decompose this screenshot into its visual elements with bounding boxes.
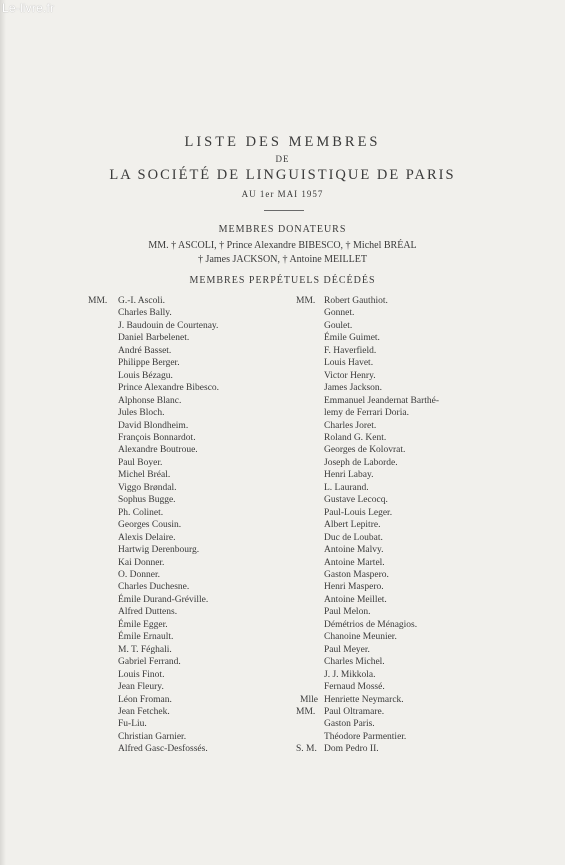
member-entry	[88, 569, 288, 581]
member-name: J. Baudouin de Courtenay.	[118, 320, 219, 331]
member-entry	[296, 295, 516, 307]
member-prefix: Mlle	[300, 694, 318, 705]
member-name: Charles Bally.	[118, 308, 172, 319]
member-name: lemy de Ferrari Doria.	[324, 408, 409, 419]
member-prefix: MM.	[88, 296, 108, 306]
member-entry	[296, 320, 516, 332]
member-name: Alphonse Blanc.	[118, 395, 182, 406]
member-name: Roland G. Kent.	[324, 432, 387, 443]
member-name: Alexandre Boutroue.	[118, 445, 198, 456]
donors-line-2: † James JACKSON, † Antoine MEILLET	[198, 254, 367, 265]
list-date: AU 1er MAI 1957	[241, 189, 324, 199]
member-entry	[88, 494, 288, 506]
member-entry	[296, 606, 516, 618]
member-entry	[88, 444, 288, 456]
member-entry	[296, 382, 516, 394]
list-title: LISTE DES MEMBRES	[184, 134, 381, 150]
title-connector: DE	[275, 154, 290, 164]
member-name: Paul Melon.	[324, 607, 371, 618]
member-entry	[88, 656, 288, 668]
member-name: Fu-Liu.	[118, 719, 147, 730]
member-entry	[88, 519, 288, 531]
member-name: Fernaud Mossé.	[324, 682, 385, 693]
member-name: Louis Finot.	[118, 669, 165, 680]
member-entry	[88, 706, 288, 718]
member-name: Émile Durand-Gréville.	[118, 594, 209, 605]
member-entry	[88, 295, 288, 307]
member-entry	[296, 494, 516, 506]
member-name: Léon Froman.	[118, 694, 172, 705]
member-name: Charles Duchesne.	[118, 582, 190, 593]
member-entry	[296, 345, 516, 357]
member-name: Gonnet.	[324, 308, 355, 319]
member-name: Gaston Maspero.	[324, 569, 389, 580]
member-entry	[296, 681, 516, 693]
member-entry	[296, 519, 516, 531]
member-entry	[88, 332, 288, 344]
member-name: Duc de Loubat.	[324, 532, 383, 543]
member-entry	[296, 444, 516, 456]
society-title: LA SOCIÉTÉ DE LINGUISTIQUE DE PARIS	[109, 167, 456, 183]
member-entry	[88, 432, 288, 444]
member-entry	[296, 332, 516, 344]
member-entry	[88, 382, 288, 394]
member-name: Paul Meyer.	[324, 644, 370, 655]
member-entry	[88, 606, 288, 618]
member-entry	[296, 395, 516, 407]
members-column-right	[296, 295, 516, 756]
member-name: Antoine Malvy.	[324, 545, 384, 556]
member-name: O. Donner.	[118, 569, 160, 580]
member-prefix: S. M.	[296, 744, 317, 755]
member-name: Georges Cousin.	[118, 520, 182, 531]
member-name: François Bonnardot.	[118, 432, 196, 443]
member-entry	[88, 731, 288, 743]
member-prefix: MM.	[296, 296, 316, 306]
member-entry	[88, 557, 288, 569]
member-name: Ph. Colinet.	[118, 507, 164, 518]
member-entry	[296, 469, 516, 481]
member-name: Paul Oltramare.	[324, 706, 385, 717]
member-name: Henriette Neymarck.	[324, 694, 404, 705]
member-entry	[88, 644, 288, 656]
member-entry	[88, 694, 288, 706]
member-entry	[296, 432, 516, 444]
member-entry	[296, 743, 516, 755]
member-entry	[296, 357, 516, 369]
member-name: Gustave Lecocq.	[324, 495, 388, 506]
member-entry	[88, 507, 288, 519]
member-name: Henri Labay.	[324, 470, 374, 481]
member-entry	[296, 731, 516, 743]
member-entry	[296, 420, 516, 432]
member-entry	[296, 669, 516, 681]
member-name: Chanoine Meunier.	[324, 632, 397, 643]
member-entry	[88, 743, 288, 755]
member-name: Christian Garnier.	[118, 731, 187, 742]
watermark-logo: Le-livre.fr	[2, 1, 55, 15]
member-entry	[88, 395, 288, 407]
member-entry	[296, 532, 516, 544]
member-name: Louis Havet.	[324, 358, 374, 369]
member-entry	[296, 631, 516, 643]
member-entry	[88, 619, 288, 631]
member-entry	[88, 307, 288, 319]
member-entry	[88, 345, 288, 357]
member-entry	[296, 656, 516, 668]
member-entry	[296, 569, 516, 581]
member-entry	[296, 718, 516, 730]
member-name: Goulet.	[324, 320, 353, 331]
member-name: Louis Bézagu.	[118, 370, 173, 381]
member-prefix: MM.	[296, 706, 316, 717]
member-entry	[88, 544, 288, 556]
member-entry	[88, 320, 288, 332]
member-name: M. T. Féghali.	[118, 644, 172, 655]
member-name: Kai Donner.	[118, 557, 165, 568]
member-entry	[88, 469, 288, 481]
member-entry	[88, 669, 288, 681]
member-entry	[88, 457, 288, 469]
member-name: Alexis Delaire.	[118, 532, 176, 543]
member-name: F. Haverfield.	[324, 345, 377, 356]
member-name: J. J. Mikkola.	[324, 669, 376, 680]
member-entry	[296, 482, 516, 494]
member-name: Philippe Berger.	[118, 358, 180, 369]
donors-line-1: MM. † ASCOLI, † Prince Alexandre BIBESCO, † Michel BRÉAL	[148, 240, 417, 251]
member-entry	[88, 407, 288, 419]
member-entry	[296, 644, 516, 656]
member-entry	[88, 420, 288, 432]
member-name: Jean Fetchek.	[118, 706, 170, 717]
member-entry	[88, 581, 288, 593]
member-name: L. Laurand.	[324, 482, 369, 493]
member-name: Alfred Duttens.	[118, 607, 178, 618]
member-name: Émile Ernault.	[118, 632, 174, 643]
member-name: Paul-Louis Leger.	[324, 507, 393, 518]
member-name: Victor Henry.	[324, 370, 376, 381]
member-name: James Jackson.	[324, 383, 383, 394]
divider-rule	[264, 210, 304, 211]
member-name: André Basset.	[118, 345, 172, 356]
member-name: Antoine Martel.	[324, 557, 385, 568]
member-entry	[88, 357, 288, 369]
member-entry	[88, 681, 288, 693]
member-name: Sophus Bugge.	[118, 495, 176, 506]
donors-heading: MEMBRES DONATEURS	[218, 224, 347, 235]
member-entry	[296, 507, 516, 519]
member-name: Alfred Gasc-Desfossés.	[118, 744, 208, 755]
member-entry	[296, 706, 516, 718]
member-entry	[88, 594, 288, 606]
member-entry	[296, 557, 516, 569]
member-entry	[296, 370, 516, 382]
member-name: Émile Guimet.	[324, 333, 380, 344]
member-entry	[296, 457, 516, 469]
member-name: Antoine Meillet.	[324, 594, 387, 605]
member-name: Charles Michel.	[324, 657, 385, 668]
member-name: Georges de Kolovrat.	[324, 445, 406, 456]
member-name: Robert Gauthiot.	[324, 296, 388, 306]
member-entry	[296, 544, 516, 556]
member-name: Emmanuel Jeandernat Barthé-	[324, 395, 440, 406]
member-entry	[296, 619, 516, 631]
page-edge-shadow	[0, 0, 6, 865]
member-name: Jules Bloch.	[118, 408, 165, 419]
member-name: David Blondheim.	[118, 420, 189, 431]
member-entry	[296, 594, 516, 606]
member-entry	[88, 370, 288, 382]
member-name: G.-I. Ascoli.	[118, 296, 165, 306]
member-name: Jean Fleury.	[118, 682, 164, 693]
members-column-left	[88, 295, 288, 756]
member-entry	[296, 694, 516, 706]
member-entry	[296, 581, 516, 593]
member-name: Gaston Paris.	[324, 719, 375, 730]
member-name: Viggo Brøndal.	[118, 482, 177, 493]
perpetual-heading: MEMBRES PERPÉTUELS DÉCÉDÉS	[189, 275, 376, 286]
member-name: Henri Maspero.	[324, 582, 384, 593]
member-entry	[296, 307, 516, 319]
member-name: Émile Egger.	[118, 619, 168, 630]
member-name: Joseph de Laborde.	[324, 457, 398, 468]
member-name: Gabriel Ferrand.	[118, 657, 181, 668]
member-entry	[88, 482, 288, 494]
member-name: Albert Lepitre.	[324, 520, 381, 531]
member-entry	[88, 718, 288, 730]
member-name: Théodore Parmentier.	[324, 731, 407, 742]
member-name: Dom Pedro II.	[324, 744, 379, 755]
member-name: Prince Alexandre Bibesco.	[118, 383, 220, 394]
member-name: Charles Joret.	[324, 420, 377, 431]
member-name: Paul Boyer.	[118, 457, 163, 468]
member-entry	[88, 532, 288, 544]
member-name: Hartwig Derenbourg.	[118, 545, 200, 556]
member-name: Démétrios de Ménagios.	[324, 619, 418, 630]
member-name: Daniel Barbelenet.	[118, 333, 190, 344]
member-name: Michel Bréal.	[118, 470, 171, 481]
member-entry	[88, 631, 288, 643]
member-entry	[296, 407, 516, 419]
